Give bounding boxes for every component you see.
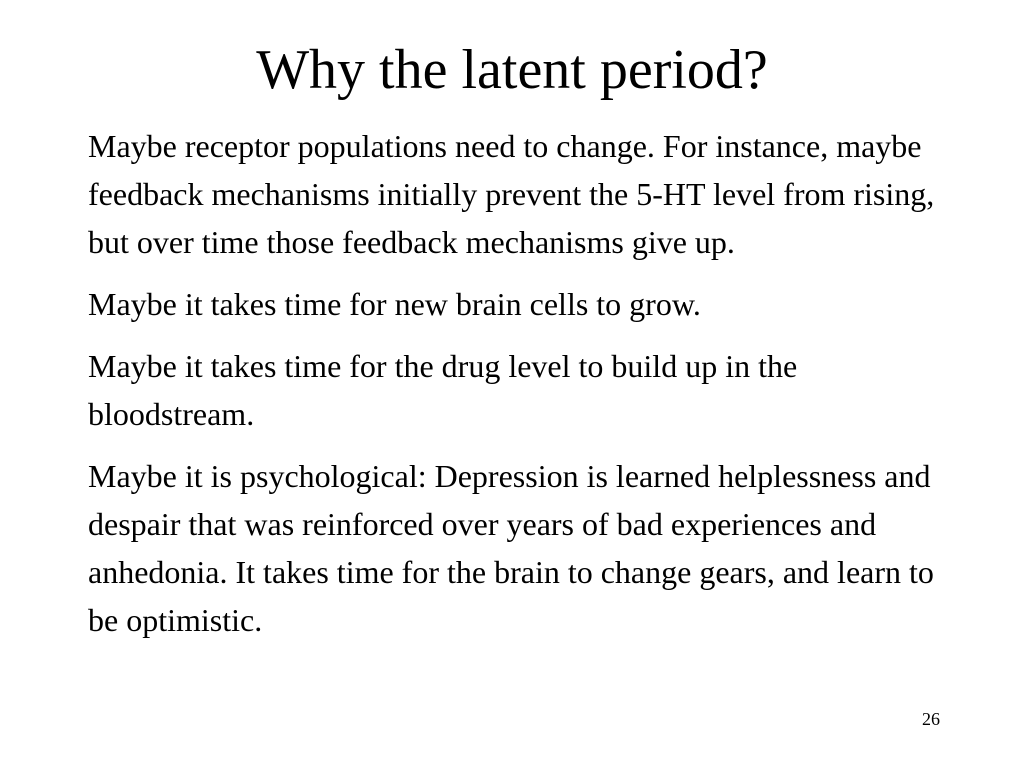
- paragraph-psychological: Maybe it is psychological: Depression is learned helplessness and despair that was reinforced over years of bad experiences and anhedonia. It takes time for the brain to change gears, and learn to be optimistic.: [88, 458, 934, 638]
- paragraph-drug-level: Maybe it takes time for the drug level to build up in the bloodstream.: [88, 348, 798, 432]
- page-number: 26: [922, 709, 940, 729]
- paragraph-brain-cells: Maybe it takes time for new brain cells to grow.: [88, 286, 701, 322]
- paragraph-receptor-populations: Maybe receptor populations need to change. For instance, maybe feedback mechanisms initially prevent the 5-HT level from rising, but over time those feedback mechanisms give up.: [88, 128, 935, 260]
- slide-body: [88, 122, 948, 658]
- slide-title: Why the latent period?: [256, 39, 768, 101]
